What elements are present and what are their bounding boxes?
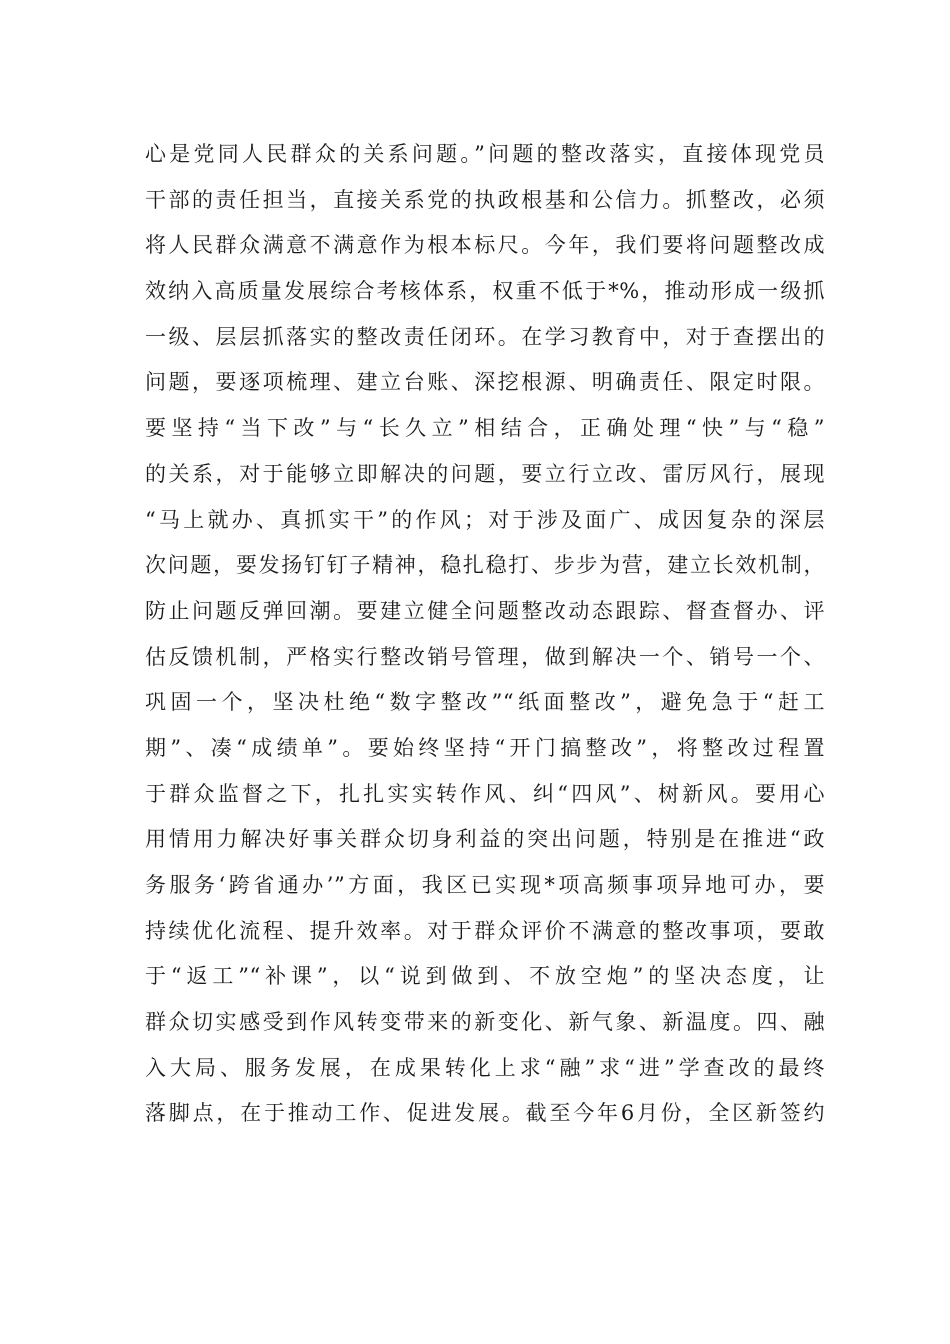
text-line: 用情用力解决好事关群众切身利益的突出问题，特别是在推进“政 xyxy=(145,827,825,852)
text-line: 务服务‘跨省通办’”方面，我区已实现*项高频事项异地可办，要 xyxy=(145,873,825,897)
text-line: 效纳入高质量发展综合考核体系，权重不低于*%，推动形成一级抓 xyxy=(145,279,825,304)
text-line: 持续优化流程、提升效率。对于群众评价不满意的整改事项，要敢 xyxy=(145,918,825,943)
text-line: “马上就办、真抓实干”的作风；对于涉及面广、成因复杂的深层 xyxy=(145,507,825,532)
text-line: 心是党同人民群众的关系问题。”问题的整改落实，直接体现党员 xyxy=(145,142,825,166)
text-line: 一级、层层抓落实的整改责任闭环。在学习教育中，对于查摆出的 xyxy=(145,324,825,349)
text-line: 估反馈机制，严格实行整改销号管理，做到解决一个、销号一个、 xyxy=(145,644,825,669)
text-line: 问题，要逐项梳理、建立台账、深挖根源、明确责任、限定时限。 xyxy=(145,370,825,395)
text-line: 巩固一个，坚决杜绝“数字整改”“纸面整改”，避免急于“赶工 xyxy=(145,690,825,715)
text-line: 的关系，对于能够立即解决的问题，要立行立改、雷厉风行，展现 xyxy=(145,461,825,486)
text-line: 入大局、服务发展，在成果转化上求“融”求“进”学查改的最终 xyxy=(145,1055,825,1080)
text-line: 次问题，要发扬钉钉子精神，稳扎稳打、步步为营，建立长效机制， xyxy=(145,553,825,578)
text-line: 要坚持“当下改”与“长久立”相结合，正确处理“快”与“稳” xyxy=(145,416,825,441)
text-line: 干部的责任担当，直接关系党的执政根基和公信力。抓整改，必须 xyxy=(145,187,825,212)
text-line: 于“返工”“补课”，以“说到做到、不放空炮”的坚决态度，让 xyxy=(145,964,825,989)
body-text xyxy=(145,132,825,1137)
text-line: 防止问题反弹回潮。要建立健全问题整改动态跟踪、督查督办、评 xyxy=(145,598,825,623)
text-line: 落脚点，在于推动工作、促进发展。截至今年6月份，全区新签约 xyxy=(145,1101,825,1126)
text-line: 于群众监督之下，扎扎实实转作风、纠“四风”、树新风。要用心 xyxy=(145,781,825,806)
text-line: 群众切实感受到作风转变带来的新变化、新气象、新温度。四、融 xyxy=(145,1010,825,1035)
text-line: 期”、凑“成绩单”。要始终坚持“开门搞整改”，将整改过程置 xyxy=(145,735,825,760)
text-line: 将人民群众满意不满意作为根本标尺。今年，我们要将问题整改成 xyxy=(145,233,825,258)
